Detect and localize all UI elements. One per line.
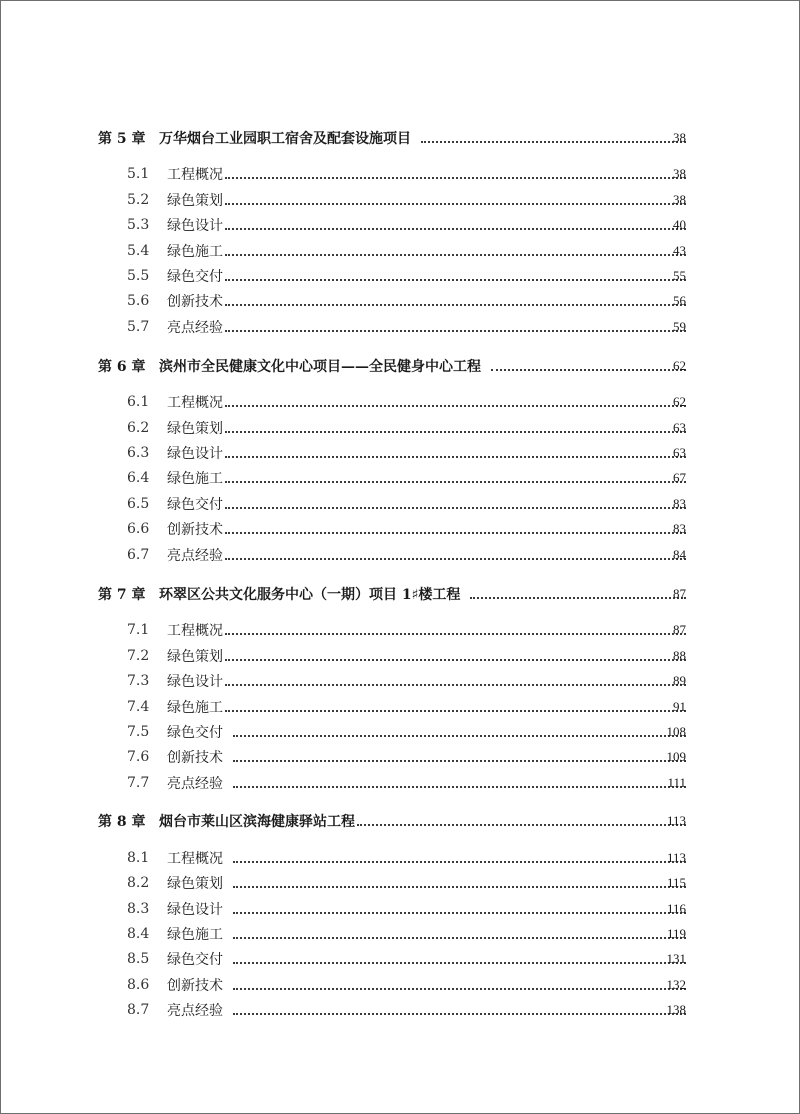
dot-leader xyxy=(233,910,686,914)
page-number: 38 xyxy=(673,192,686,207)
dot-leader xyxy=(233,784,686,788)
section-title: 绿色交付 xyxy=(167,269,223,285)
section-number: 7.3 xyxy=(127,673,150,689)
section-number: 7.2 xyxy=(127,648,150,664)
section-number: 8.2 xyxy=(127,875,150,891)
section-title: 绿色策划 xyxy=(167,876,223,892)
dot-leader xyxy=(233,884,686,888)
section-number: 5.7 xyxy=(127,319,150,335)
dot-leader xyxy=(225,302,686,306)
section-title-line xyxy=(167,848,686,868)
dot-leader xyxy=(225,429,686,433)
dot-leader xyxy=(225,530,686,534)
toc-section-entry[interactable] xyxy=(0,417,800,439)
chapter-number: 第 6 章 xyxy=(98,359,146,375)
section-number: 7.5 xyxy=(127,724,150,740)
dot-leader xyxy=(225,175,686,179)
chapter-number: 第 7 章 xyxy=(98,587,146,603)
toc-section-entry[interactable] xyxy=(0,493,800,515)
page-number: 56 xyxy=(673,293,686,308)
section-title: 工程概况 xyxy=(167,395,223,411)
page-number: 84 xyxy=(673,547,686,562)
dot-leader xyxy=(225,403,686,407)
section-title-line xyxy=(167,747,686,767)
page-number: 91 xyxy=(673,699,686,714)
dot-leader xyxy=(225,201,686,205)
page-number: 113 xyxy=(666,850,686,865)
page-number: 89 xyxy=(673,673,686,688)
section-title-line xyxy=(167,468,686,488)
section-title-line xyxy=(167,545,686,565)
page-number: 63 xyxy=(673,445,686,460)
section-number: 5.5 xyxy=(127,268,150,284)
section-number: 8.3 xyxy=(127,901,150,917)
toc-section-entry[interactable] xyxy=(0,391,800,413)
dot-leader xyxy=(225,631,686,635)
toc-section-entry[interactable] xyxy=(0,898,800,920)
toc-section-entry[interactable] xyxy=(0,847,800,869)
toc-section-entry[interactable] xyxy=(0,518,800,540)
toc-section-entry[interactable] xyxy=(0,772,800,794)
chapter-title: 环翠区公共文化服务中心（一期）项目 1♯楼工程 xyxy=(159,587,461,603)
toc-section-entry[interactable] xyxy=(0,163,800,185)
section-title-line xyxy=(167,873,686,893)
dot-leader xyxy=(233,935,686,939)
section-number: 8.7 xyxy=(127,1002,150,1018)
section-title: 创新技术 xyxy=(167,522,223,538)
section-title-line xyxy=(167,722,686,742)
section-title-line xyxy=(167,899,686,919)
chapter-title: 万华烟台工业园职工宿舍及配套设施项目 xyxy=(159,131,411,147)
page-number: 83 xyxy=(673,496,686,511)
page-number: 67 xyxy=(673,470,686,485)
section-title-line xyxy=(167,671,686,691)
chapter-title-line xyxy=(159,584,686,604)
toc-section-entry[interactable] xyxy=(0,240,800,262)
section-title: 绿色施工 xyxy=(167,700,223,716)
dot-leader xyxy=(225,479,686,483)
toc-chapter-entry[interactable] xyxy=(0,355,800,377)
chapter-title-line xyxy=(159,128,686,148)
toc-section-entry[interactable] xyxy=(0,442,800,464)
page-number: 38 xyxy=(673,130,686,145)
section-title-line xyxy=(167,646,686,666)
dot-leader xyxy=(225,657,686,661)
page-number: 115 xyxy=(666,875,686,890)
section-title: 绿色施工 xyxy=(167,927,223,943)
page-number: 40 xyxy=(673,217,686,232)
section-title: 绿色交付 xyxy=(167,952,223,968)
section-title-line xyxy=(167,443,686,463)
dot-leader xyxy=(233,733,686,737)
toc-section-entry[interactable] xyxy=(0,645,800,667)
chapter-title-line xyxy=(159,356,686,376)
dot-leader xyxy=(225,682,686,686)
section-title: 工程概况 xyxy=(167,851,223,867)
page-number: 88 xyxy=(673,648,686,663)
section-title: 工程概况 xyxy=(167,167,223,183)
section-title-line xyxy=(167,924,686,944)
section-title-line xyxy=(167,773,686,793)
section-number: 7.4 xyxy=(127,699,150,715)
page-number: 63 xyxy=(673,420,686,435)
toc-section-entry[interactable] xyxy=(0,746,800,768)
section-title-line xyxy=(167,975,686,995)
section-number: 6.2 xyxy=(127,420,150,436)
section-number: 8.1 xyxy=(127,850,150,866)
chapter-number: 第 8 章 xyxy=(98,814,146,830)
page-number: 59 xyxy=(673,319,686,334)
section-title: 亮点经验 xyxy=(167,548,223,564)
section-title: 创新技术 xyxy=(167,294,223,310)
page-number: 132 xyxy=(666,977,686,992)
section-title-line xyxy=(167,291,686,311)
section-number: 8.4 xyxy=(127,926,150,942)
section-number: 5.6 xyxy=(127,293,150,309)
section-title-line xyxy=(167,418,686,438)
section-title-line xyxy=(167,266,686,286)
section-title-line xyxy=(167,697,686,717)
section-number: 6.6 xyxy=(127,521,150,537)
toc-section-entry[interactable] xyxy=(0,214,800,236)
chapter-title-line xyxy=(159,811,686,831)
section-number: 8.6 xyxy=(127,977,150,993)
section-title: 绿色交付 xyxy=(167,725,223,741)
toc-section-entry[interactable] xyxy=(0,923,800,945)
section-number: 5.1 xyxy=(127,166,150,182)
toc-chapter-entry[interactable] xyxy=(0,583,800,605)
section-title-line xyxy=(167,494,686,514)
dot-leader xyxy=(225,454,686,458)
section-title-line xyxy=(167,519,686,539)
dot-leader xyxy=(233,960,686,964)
dot-leader xyxy=(225,505,686,509)
toc-chapter-entry[interactable] xyxy=(0,810,800,832)
page-number: 111 xyxy=(667,775,686,790)
section-number: 7.6 xyxy=(127,749,150,765)
chapter-title: 烟台市莱山区滨海健康驿站工程 xyxy=(159,814,355,830)
section-number: 6.5 xyxy=(127,496,150,512)
dot-leader xyxy=(421,139,686,143)
section-number: 5.4 xyxy=(127,243,150,259)
toc-section-entry[interactable] xyxy=(0,544,800,566)
section-title: 创新技术 xyxy=(167,978,223,994)
page-number: 83 xyxy=(673,521,686,536)
section-title-line xyxy=(167,620,686,640)
section-title-line xyxy=(167,215,686,235)
page-number: 62 xyxy=(673,358,686,373)
page-number: 116 xyxy=(666,901,686,916)
section-title: 绿色设计 xyxy=(167,902,223,918)
page-number: 55 xyxy=(673,268,686,283)
section-title: 亮点经验 xyxy=(167,776,223,792)
section-title: 绿色设计 xyxy=(167,218,223,234)
section-title: 绿色施工 xyxy=(167,471,223,487)
dot-leader xyxy=(233,859,686,863)
section-title-line xyxy=(167,392,686,412)
page-number: 87 xyxy=(673,586,686,601)
section-title: 亮点经验 xyxy=(167,1003,223,1019)
toc-section-entry[interactable] xyxy=(0,670,800,692)
section-title: 亮点经验 xyxy=(167,320,223,336)
toc-section-entry[interactable] xyxy=(0,619,800,641)
section-title: 创新技术 xyxy=(167,750,223,766)
section-number: 5.2 xyxy=(127,192,150,208)
dot-leader xyxy=(233,758,686,762)
section-title: 绿色策划 xyxy=(167,193,223,209)
page-number: 43 xyxy=(673,243,686,258)
section-title: 绿色策划 xyxy=(167,421,223,437)
dot-leader xyxy=(225,328,686,332)
page-number: 138 xyxy=(666,1002,686,1017)
page-number: 108 xyxy=(666,724,686,739)
page-number: 131 xyxy=(666,951,686,966)
section-number: 5.3 xyxy=(127,217,150,233)
toc-section-entry[interactable] xyxy=(0,721,800,743)
section-title-line xyxy=(167,949,686,969)
chapter-number: 第 5 章 xyxy=(98,131,146,147)
dot-leader xyxy=(233,986,686,990)
page-number: 38 xyxy=(673,166,686,181)
toc-section-entry[interactable] xyxy=(0,189,800,211)
section-title-line xyxy=(167,190,686,210)
section-number: 6.4 xyxy=(127,470,150,486)
section-number: 7.7 xyxy=(127,775,150,791)
section-title: 绿色交付 xyxy=(167,497,223,513)
section-title: 绿色施工 xyxy=(167,244,223,260)
section-number: 6.3 xyxy=(127,445,150,461)
toc-section-entry[interactable] xyxy=(0,316,800,338)
toc-section-entry[interactable] xyxy=(0,265,800,287)
section-title-line xyxy=(167,241,686,261)
page-number: 62 xyxy=(673,394,686,409)
page-number: 113 xyxy=(666,813,686,828)
chapter-title: 滨州市全民健康文化中心项目——全民健身中心工程 xyxy=(159,359,481,375)
toc-section-entry[interactable] xyxy=(0,872,800,894)
section-number: 8.5 xyxy=(127,951,150,967)
dot-leader xyxy=(233,1011,686,1015)
section-number: 6.1 xyxy=(127,394,150,410)
section-title: 绿色设计 xyxy=(167,674,223,690)
toc-section-entry[interactable] xyxy=(0,948,800,970)
section-title-line xyxy=(167,1000,686,1020)
dot-leader xyxy=(225,277,686,281)
toc-section-entry[interactable] xyxy=(0,974,800,996)
section-title-line xyxy=(167,317,686,337)
page-number: 119 xyxy=(666,926,686,941)
dot-leader xyxy=(225,252,686,256)
toc-section-entry[interactable] xyxy=(0,290,800,312)
dot-leader xyxy=(225,556,686,560)
toc-chapter-entry[interactable] xyxy=(0,127,800,149)
dot-leader xyxy=(357,822,686,826)
dot-leader xyxy=(470,595,686,599)
section-title: 绿色设计 xyxy=(167,446,223,462)
dot-leader xyxy=(225,708,686,712)
section-title-line xyxy=(167,164,686,184)
toc-section-entry[interactable] xyxy=(0,696,800,718)
section-title: 绿色策划 xyxy=(167,649,223,665)
dot-leader xyxy=(225,226,686,230)
section-number: 6.7 xyxy=(127,547,150,563)
section-number: 7.1 xyxy=(127,622,150,638)
toc-section-entry[interactable] xyxy=(0,999,800,1021)
page-number: 87 xyxy=(673,622,686,637)
page-number: 109 xyxy=(666,749,686,764)
toc-section-entry[interactable] xyxy=(0,467,800,489)
section-title: 工程概况 xyxy=(167,623,223,639)
